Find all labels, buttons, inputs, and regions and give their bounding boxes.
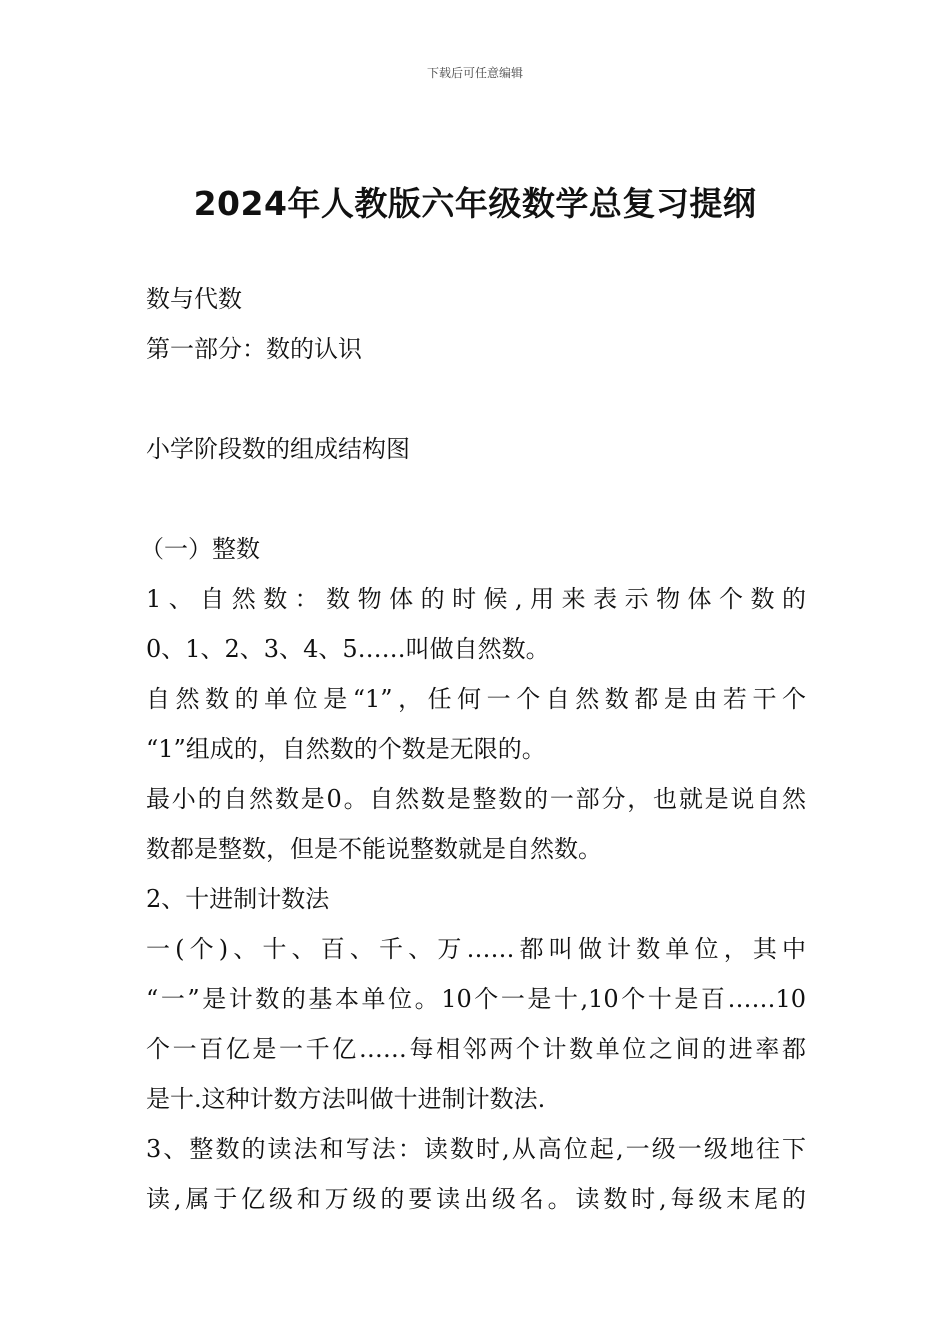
paragraph-line: “1”组成的，自然数的个数是无限的。 <box>146 735 546 763</box>
paragraph-line: 数都是整数，但是不能说整数就是自然数。 <box>146 835 602 863</box>
paragraph-line: “一”是计数的基本单位。10个一是十,10个十是百……10 <box>146 985 806 1013</box>
item-heading: 2、十进制计数法 <box>146 885 330 913</box>
paragraph-line: 一(个)、十、百、千、万……都叫做计数单位，其中 <box>146 935 806 963</box>
paragraph-line: 3、整数的读法和写法：读数时,从高位起,一级一级地往下 <box>146 1135 806 1163</box>
document-title: 2024年人教版六年级数学总复习提纲 <box>193 184 757 223</box>
paragraph-line: 读,属于亿级和万级的要读出级名。读数时,每级末尾的 <box>146 1185 806 1213</box>
part-heading: 第一部分：数的认识 <box>146 335 362 363</box>
paragraph-line: 是十.这种计数方法叫做十进制计数法. <box>146 1085 546 1113</box>
section-heading: 数与代数 <box>146 285 242 313</box>
paragraph-line: 自然数的单位是“1”，任何一个自然数都是由若干个 <box>146 685 806 713</box>
paragraph-line: 个一百亿是一千亿……每相邻两个计数单位之间的进率都 <box>146 1035 806 1063</box>
paragraph-line: 最小的自然数是0。自然数是整数的一部分，也就是说自然 <box>146 785 806 813</box>
subsection-heading: （一）整数 <box>140 535 260 563</box>
diagram-caption: 小学阶段数的组成结构图 <box>146 435 410 463</box>
header-note: 下载后可任意编辑 <box>426 66 523 80</box>
paragraph-line: 1、自然数：数物体的时候,用来表示物体个数的 <box>146 585 806 613</box>
paragraph-line: 0、1、2、3、4、5……叫做自然数。 <box>146 635 550 663</box>
